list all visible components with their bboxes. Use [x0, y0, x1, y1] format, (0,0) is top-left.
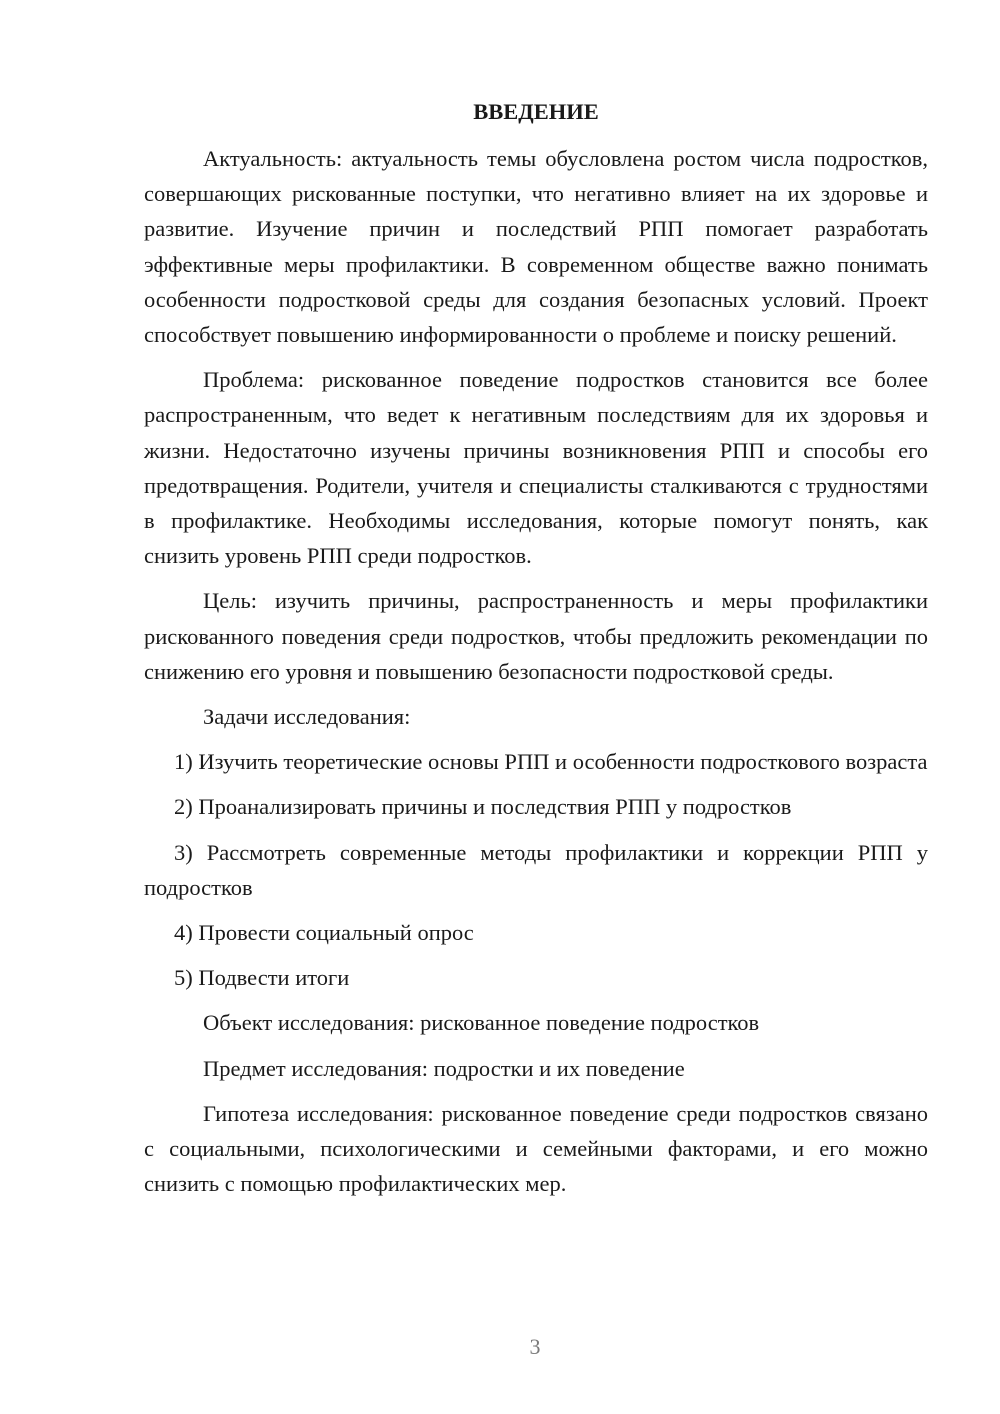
relevance-paragraph: Актуальность: актуальность темы обусловлена ростом числа подростков, совершающих рискованные поступки, что негативно влияет на их здоровье и развитие. Изучение причин и последствий РПП помогает разработать эффективные меры профилактики. В современном обществе важно понимать особенности подростковой среды для создания безопасных условий. Проект способствует повышению информированности о проблеме и поиску решений.: [144, 146, 928, 348]
task-item-5: 5) Подвести итоги: [174, 965, 350, 991]
research-object: Объект исследования: рискованное поведение подростков: [203, 1010, 760, 1036]
task-item-4: 4) Провести социальный опрос: [174, 920, 474, 946]
page-number: 3: [529, 1334, 541, 1359]
task-item-2: 2) Проанализировать причины и последствия РПП у подростков: [174, 794, 792, 820]
task-item-3: 3) Рассмотреть современные методы профилактики и коррекции РПП у подростков: [144, 839, 928, 900]
research-hypothesis: Гипотеза исследования: рискованное поведение среди подростков связано с социальными, психологическими и семейными факторами, и его можно снизить с помощью профилактических мер.: [144, 1100, 928, 1197]
task-item-1: 1) Изучить теоретические основы РПП и особенности подросткового возраста: [174, 749, 928, 775]
problem-paragraph: Проблема: рискованное поведение подростков становится все более распространенным, что ведет к негативным последствиям для их здоровья и жизни. Недостаточно изучены причины возникновения РПП и способы его предотвращения. Родители, учителя и специалисты сталкиваются с трудностями в профилактике. Необходимы исследования, которые помогут понять, как снизить уровень РПП среди подростков.: [144, 367, 928, 569]
section-title: ВВЕДЕНИЕ: [473, 99, 599, 124]
goal-paragraph: Цель: изучить причины, распространенность и меры профилактики рискованного поведения среди подростков, чтобы предложить рекомендации по снижению его уровня и повышению безопасности подростковой среды.: [144, 588, 928, 684]
document-page: [144, 94, 928, 1211]
tasks-heading: Задачи исследования:: [203, 704, 411, 730]
research-subject: Предмет исследования: подростки и их поведение: [203, 1055, 685, 1081]
